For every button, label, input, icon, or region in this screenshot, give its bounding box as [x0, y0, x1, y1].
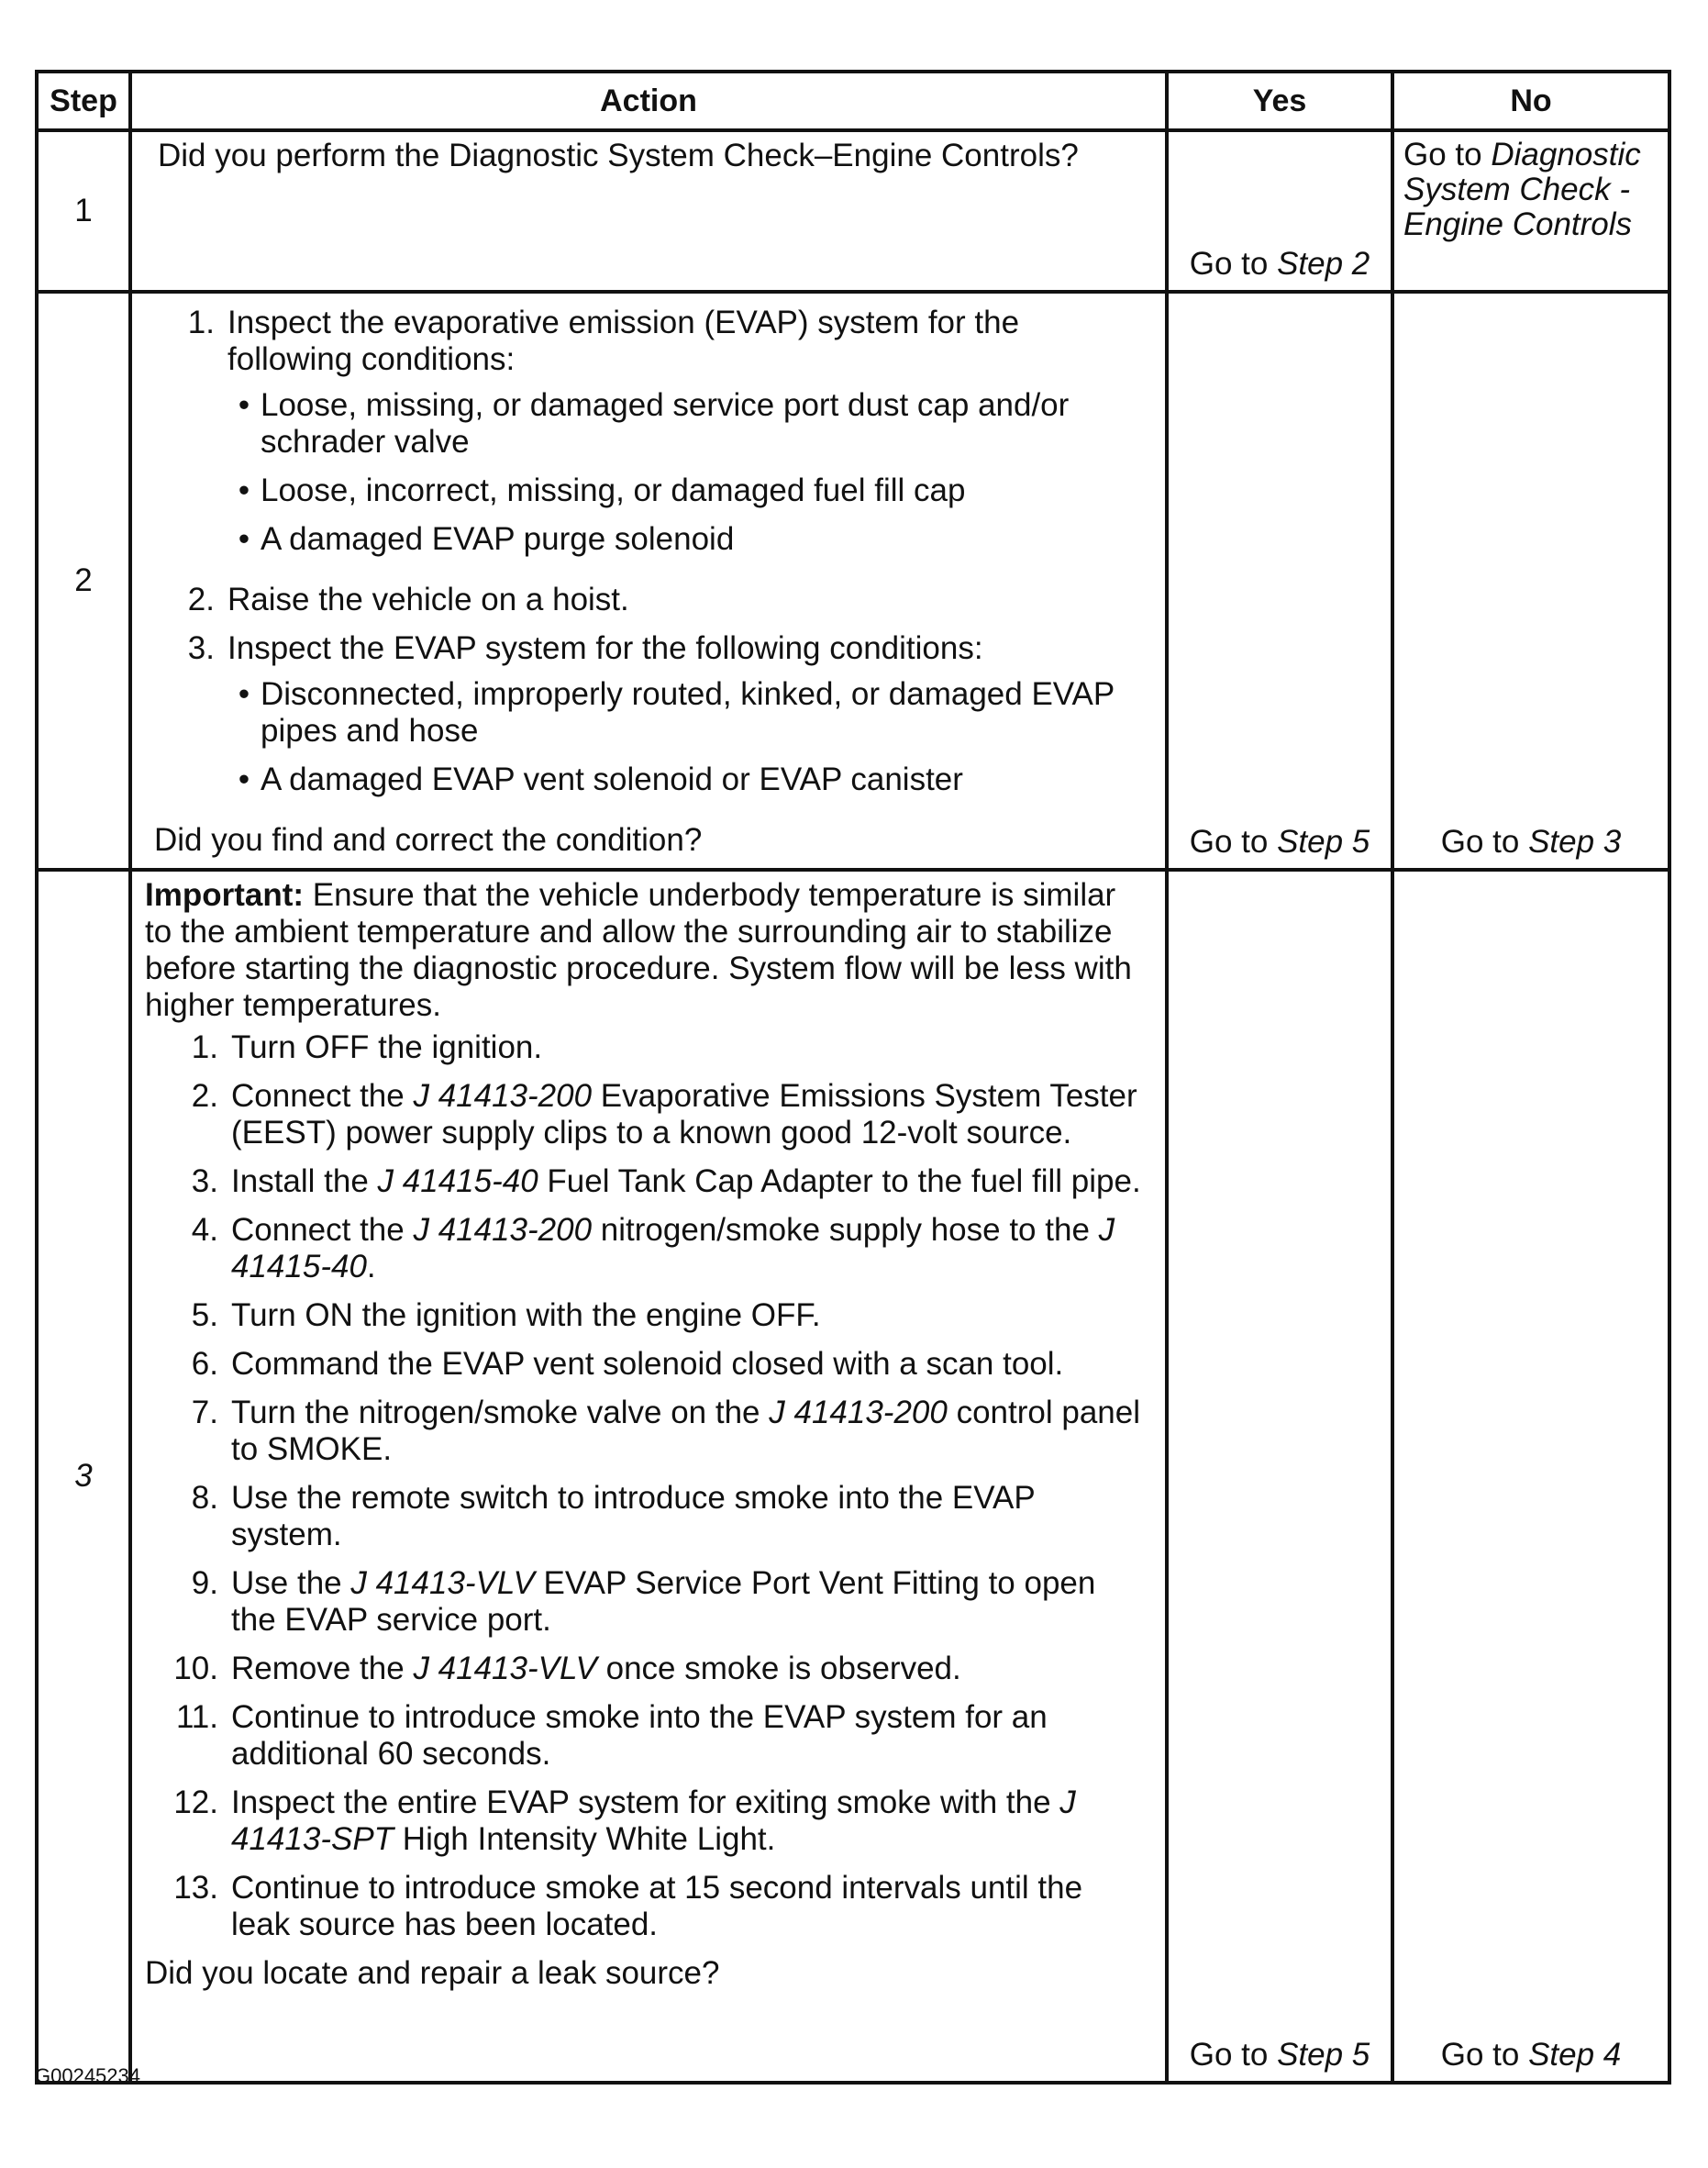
- no-goto[interactable]: Go to Diagnostic System Check - Engine Controls: [1403, 137, 1641, 242]
- action-cell: [130, 292, 1167, 870]
- bullet-text: Loose, incorrect, missing, or damaged fuel fill cap: [261, 473, 966, 508]
- item-number: 8.: [191, 1480, 218, 1516]
- item-text: [231, 1870, 1148, 1943]
- bullet-list: [227, 676, 1148, 798]
- yes-cell: [1167, 292, 1392, 870]
- text-segment: EVAP Service Port Vent Fitting to open the EVAP service port.: [231, 1565, 1096, 1638]
- item-text: [231, 1480, 1148, 1553]
- header-row: [37, 72, 1669, 130]
- step-question: Did you perform the Diagnostic System Check–Engine Controls?: [158, 138, 1079, 173]
- diagnostic-table: [35, 70, 1671, 2085]
- text-segment: Turn the nitrogen/smoke valve on the: [231, 1395, 770, 1430]
- bullet-list: [227, 387, 1148, 558]
- item-number: 10.: [173, 1651, 218, 1686]
- item-text: [231, 1565, 1148, 1639]
- text-segment: Turn ON the ignition with the engine OFF.: [231, 1297, 821, 1333]
- item-number: 7.: [191, 1395, 218, 1430]
- tool-reference: J 41413-200: [413, 1078, 593, 1114]
- step-number: 3: [37, 870, 130, 2083]
- text-segment: Command the EVAP vent solenoid closed with a scan tool.: [231, 1346, 1064, 1382]
- item-content: [227, 582, 1148, 618]
- text-segment: Connect the: [231, 1212, 414, 1248]
- bullet-icon: •: [238, 387, 250, 423]
- item-text: [231, 1078, 1148, 1151]
- no-cell: [1392, 292, 1669, 870]
- text-segment: Continue to introduce smoke at 15 second intervals until the leak source has been located.: [231, 1870, 1083, 1942]
- item-number: 5.: [191, 1297, 218, 1333]
- table-row-step-2: [37, 292, 1669, 870]
- instruction-list: [145, 1029, 1148, 1943]
- list-item: [141, 582, 1148, 618]
- step-question: Did you find and correct the condition?: [154, 822, 703, 858]
- item-text: [231, 1699, 1148, 1773]
- item-number: 2.: [187, 582, 215, 617]
- bullet-icon: •: [238, 676, 250, 712]
- bullet-icon: •: [238, 762, 250, 797]
- header-step: Step: [37, 72, 130, 130]
- list-item: [145, 1346, 1148, 1383]
- figure-id: G00245234: [35, 2064, 140, 2087]
- tool-reference: J 41413-200: [769, 1395, 948, 1430]
- bullet-text: A damaged EVAP vent solenoid or EVAP canister: [261, 762, 963, 797]
- text-segment: High Intensity White Light.: [394, 1821, 776, 1857]
- yes-cell: [1167, 870, 1392, 2083]
- text-segment: once smoke is observed.: [596, 1651, 961, 1686]
- important-note: [145, 877, 1148, 1024]
- yes-goto[interactable]: Go to Step 5: [1189, 2037, 1370, 2073]
- bullet-item: [227, 387, 1148, 461]
- bullet-icon: •: [238, 473, 250, 508]
- item-number: 1.: [187, 305, 215, 340]
- header-action: Action: [130, 72, 1167, 130]
- yes-cell: [1167, 130, 1392, 292]
- item-number: 2.: [191, 1078, 218, 1114]
- text-segment: Remove the: [231, 1651, 414, 1686]
- item-text: Inspect the evaporative emission (EVAP) system for the following conditions:: [227, 305, 1020, 377]
- text-segment: Continue to introduce smoke into the EVAP system for an additional 60 seconds.: [231, 1699, 1048, 1772]
- list-item: [145, 1163, 1148, 1200]
- item-text: [231, 1784, 1148, 1858]
- step-number: 2: [37, 292, 130, 870]
- instruction-list: [141, 305, 1148, 810]
- text-segment: Fuel Tank Cap Adapter to the fuel fill pipe.: [538, 1163, 1141, 1199]
- item-text: [231, 1297, 1148, 1334]
- text-segment: .: [366, 1249, 376, 1284]
- tool-reference: J 41413-VLV: [413, 1651, 597, 1686]
- step-number: 1: [37, 130, 130, 292]
- item-text: [231, 1395, 1148, 1468]
- list-item: [145, 1029, 1148, 1066]
- list-item: [141, 305, 1148, 570]
- no-goto[interactable]: Go to Step 4: [1440, 2037, 1622, 2073]
- list-item: [145, 1699, 1148, 1773]
- item-text: [231, 1651, 1148, 1687]
- list-item: [145, 1784, 1148, 1858]
- yes-goto[interactable]: Go to Step 2: [1189, 246, 1370, 282]
- item-number: 6.: [191, 1346, 218, 1382]
- item-content: [227, 305, 1148, 570]
- tool-reference: J 41413-200: [413, 1212, 593, 1248]
- text-segment: Inspect the entire EVAP system for exiting smoke with the: [231, 1784, 1060, 1820]
- tool-reference: J 41413-VLV: [350, 1565, 535, 1601]
- bullet-icon: •: [238, 521, 250, 557]
- item-number: 1.: [191, 1029, 218, 1065]
- item-number: 12.: [173, 1784, 218, 1820]
- table-row-step-1: [37, 130, 1669, 292]
- important-text: Ensure that the vehicle underbody temperature is similar to the ambient temperature and allow the surrounding air to stabilize before starting the diagnostic procedure. System flow will be less with higher temperatures.: [145, 877, 1132, 1023]
- no-goto[interactable]: Go to Step 3: [1440, 824, 1622, 860]
- list-item: [145, 1297, 1148, 1334]
- text-segment: Turn OFF the ignition.: [231, 1029, 543, 1065]
- text-segment: Use the remote switch to introduce smoke into the EVAP system.: [231, 1480, 1036, 1552]
- text-segment: Use the: [231, 1565, 351, 1601]
- text-segment: control panel to SMOKE.: [231, 1395, 1140, 1467]
- item-content: [227, 630, 1148, 810]
- bullet-text: Loose, missing, or damaged service port dust cap and/or schrader valve: [261, 387, 1070, 460]
- table-header: [37, 72, 1669, 130]
- important-label: Important:: [145, 877, 305, 913]
- text-segment: nitrogen/smoke supply hose to the: [592, 1212, 1099, 1248]
- list-item: [145, 1078, 1148, 1151]
- item-number: 3.: [187, 630, 215, 666]
- item-number: 4.: [191, 1212, 218, 1248]
- list-item: [145, 1870, 1148, 1943]
- item-text: Raise the vehicle on a hoist.: [227, 582, 629, 617]
- item-text: [231, 1212, 1148, 1285]
- item-text: [231, 1029, 1148, 1066]
- bullet-item: [227, 676, 1148, 750]
- bullet-item: [227, 521, 1148, 558]
- list-item: [141, 630, 1148, 810]
- bullet-text: A damaged EVAP purge solenoid: [261, 521, 735, 557]
- bullet-item: [227, 473, 1148, 509]
- text-segment: Connect the: [231, 1078, 414, 1114]
- header-no: No: [1392, 72, 1669, 130]
- no-cell: [1392, 870, 1669, 2083]
- no-cell: [1392, 130, 1669, 292]
- item-number: 3.: [191, 1163, 218, 1199]
- item-number: 13.: [173, 1870, 218, 1906]
- tool-reference: J 41415-40: [377, 1163, 538, 1199]
- list-item: [145, 1480, 1148, 1553]
- item-text: Inspect the EVAP system for the following conditions:: [227, 630, 983, 666]
- item-number: 11.: [175, 1699, 218, 1735]
- list-item: [145, 1212, 1148, 1285]
- list-item: [145, 1565, 1148, 1639]
- item-text: [231, 1163, 1148, 1200]
- step-question: Did you locate and repair a leak source?: [145, 1955, 720, 1991]
- text-segment: Install the: [231, 1163, 378, 1199]
- header-yes: Yes: [1167, 72, 1392, 130]
- item-number: 9.: [191, 1565, 218, 1601]
- tool-reference: J 41415-40: [231, 1212, 1115, 1284]
- list-item: [145, 1651, 1148, 1687]
- action-cell: [130, 130, 1167, 292]
- table-row-step-3: [37, 870, 1669, 2083]
- yes-goto[interactable]: Go to Step 5: [1189, 824, 1370, 860]
- list-item: [145, 1395, 1148, 1468]
- tool-reference: J 41413-SPT: [231, 1784, 1076, 1857]
- bullet-text: Disconnected, improperly routed, kinked, or damaged EVAP pipes and hose: [261, 676, 1115, 749]
- bullet-item: [227, 762, 1148, 798]
- item-text: [231, 1346, 1148, 1383]
- text-segment: Evaporative Emissions System Tester (EEST) power supply clips to a known good 12-volt source.: [231, 1078, 1137, 1151]
- action-cell: [130, 870, 1167, 2083]
